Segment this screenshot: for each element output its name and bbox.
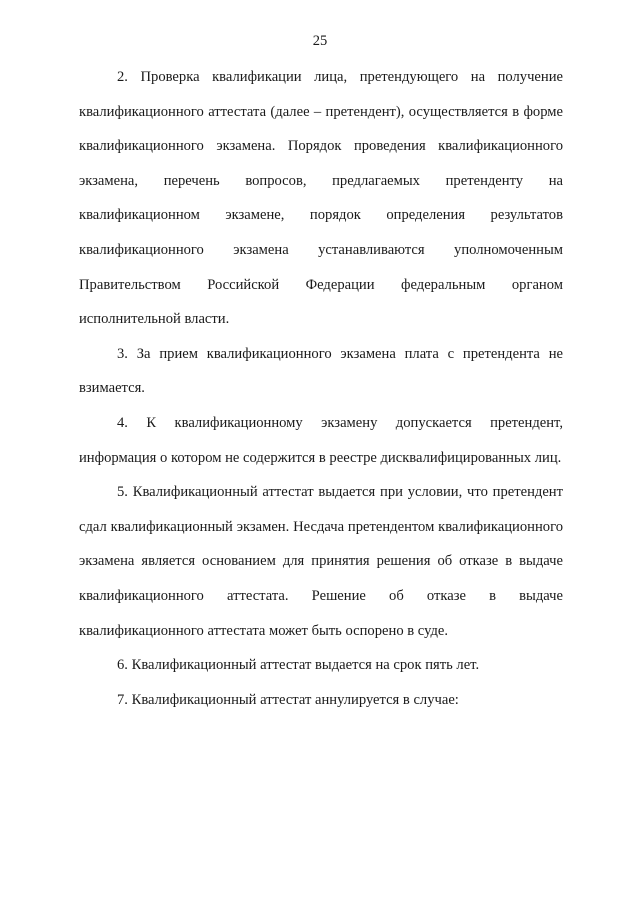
- paragraph-4: 4. К квалификационному экзамену допускается претендент, информация о котором не содержится в реестре дисквалифицированных лиц.: [79, 414, 563, 466]
- paragraph-2: 2. Проверка квалификации лица, претендующего на получение квалификационного аттестата (далее – претендент), осуществляется в форме квалификационного экзамена. Порядок проведения квалификационного экзамена, перечень вопросов, предлагаемых претенденту на квалификационном экзамене, порядок определения результатов квалификационного экзамена устанавливаются уполномоченным Правительством Российской Федерации федеральным органом исполнительной власти.: [79, 69, 563, 328]
- paragraph-5: 5. Квалификационный аттестат выдается при условии, что претендент сдал квалификационный экзамен. Несдача претендентом квалификационного экзамена является основанием для принятия решения об отказе в выдаче квалификационного аттестата. Решение об отказе в выдаче квалификационного аттестата может быть оспорено в суде.: [79, 484, 563, 639]
- paragraph-7: 7. Квалификационный аттестат аннулируется в случае:: [117, 691, 459, 708]
- document-body: [79, 60, 563, 717]
- paragraph-3: 3. За прием квалификационного экзамена плата с претендента не взимается.: [79, 345, 563, 397]
- page-number: 25: [312, 33, 328, 49]
- paragraph-6: 6. Квалификационный аттестат выдается на срок пять лет.: [117, 657, 480, 674]
